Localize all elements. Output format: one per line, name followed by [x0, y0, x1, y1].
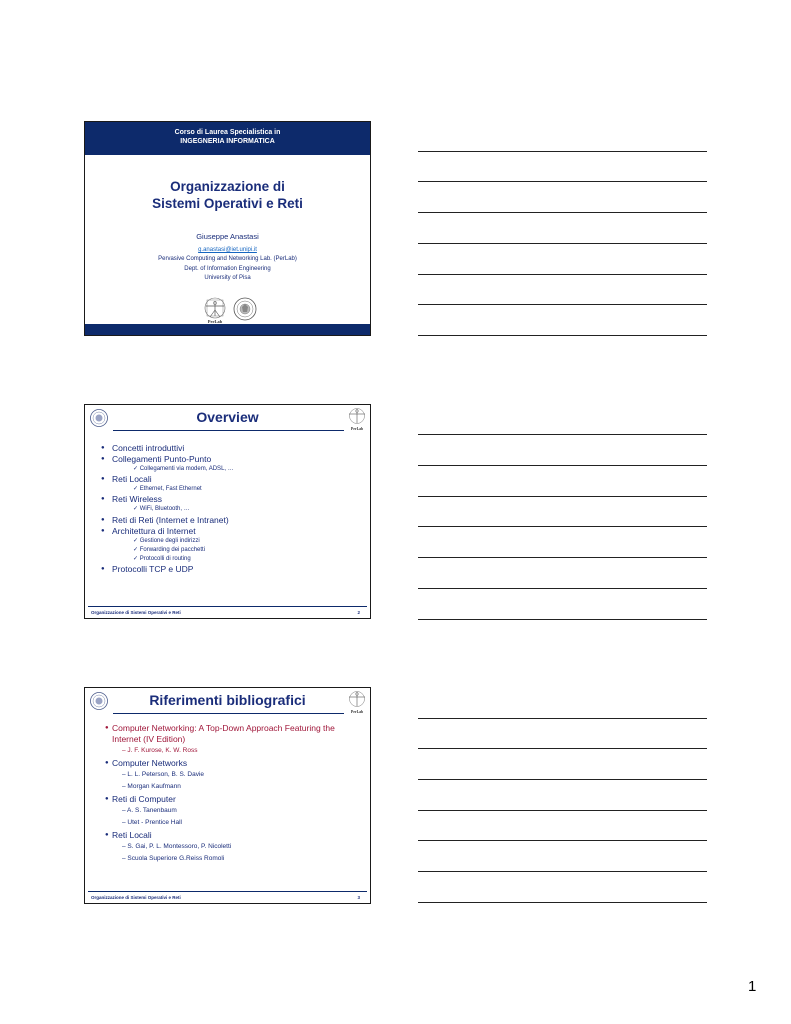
slide-footer: Organizzazione di Sistemi Operativi e Reti — [91, 610, 181, 615]
affiliation-lab: Pervasive Computing and Networking Lab. (PerLab) — [158, 256, 297, 263]
footer-bar — [85, 324, 370, 335]
slide-references — [84, 687, 371, 904]
affiliation-university: University of Pisa — [204, 274, 251, 281]
footer-divider — [88, 606, 367, 607]
note-line — [418, 335, 707, 336]
slide-main-title — [85, 178, 370, 212]
reference-item: ● Reti di Computer — [106, 794, 362, 805]
reference-item: ● Computer Networking: A Top-Down Approach Featuring the Internet (IV Edition) — [106, 723, 362, 745]
note-line — [418, 557, 707, 558]
list-item: ● Reti Wireless — [101, 494, 360, 505]
reference-item: ● Computer Networks — [106, 758, 362, 769]
title-divider — [113, 713, 344, 714]
sub-list-item: ✓ WiFi, Bluetooth, … — [133, 506, 190, 513]
sub-list-item: ✓ Protocolli di routing — [133, 556, 191, 563]
note-line — [418, 151, 707, 152]
list-item: ● Reti di Reti (Internet e Intranet) — [101, 515, 360, 526]
course-program: INGEGNERIA INFORMATICA — [180, 138, 275, 145]
slide-title: Riferimenti bibliografici — [149, 692, 306, 708]
note-line — [418, 619, 707, 620]
sheet-page-number: 1 — [748, 978, 757, 995]
note-line — [418, 496, 707, 497]
footer-divider — [88, 891, 367, 892]
sub-list-item: ✓ Gestione degli indirizzi — [133, 537, 200, 544]
sub-list-item: ✓ Forwarding dei pacchetti — [133, 546, 206, 553]
note-line — [418, 434, 707, 435]
note-line — [418, 181, 707, 182]
sub-list-item: ✓ Collegamenti via modem, ADSL, … — [133, 466, 234, 472]
list-item: ● Reti Locali — [101, 474, 360, 485]
slide-footer: Organizzazione di Sistemi Operativi e Reti — [91, 895, 181, 900]
title-line-2: Sistemi Operativi e Reti — [152, 196, 303, 211]
author-info — [85, 246, 370, 283]
sub-list-item: ✓ Ethernet, Fast Ethernet — [133, 486, 202, 493]
course-header — [85, 122, 370, 155]
reference-author: – L. L. Peterson, B. S. Davie — [122, 771, 205, 778]
reference-publisher: – Utet - Prentice Hall — [122, 819, 182, 826]
reference-author: – S. Gai, P. L. Montessoro, P. Nicoletti — [122, 843, 232, 850]
svg-text:PerLab: PerLab — [207, 319, 223, 324]
slide-title: Overview — [196, 409, 259, 425]
title-line-1: Organizzazione di — [170, 179, 285, 194]
note-line — [418, 810, 707, 811]
course-name: Corso di Laurea Specialistica in — [174, 129, 281, 136]
note-line — [418, 526, 707, 527]
title-divider — [113, 430, 344, 431]
reference-publisher: – Morgan Kaufmann — [122, 783, 181, 790]
list-item: ● Protocolli TCP e UDP — [101, 564, 360, 575]
perlab-logo-icon — [346, 407, 368, 431]
reference-list — [106, 722, 362, 865]
note-line — [418, 779, 707, 780]
svg-text:PerLab: PerLab — [350, 710, 364, 714]
reference-author: – A. S. Tanenbaum — [122, 807, 177, 814]
slide-overview — [84, 404, 371, 619]
logos — [201, 296, 261, 324]
note-line — [418, 871, 707, 872]
reference-author: – J. F. Kurose, K. W. Ross — [122, 747, 198, 754]
note-line — [418, 465, 707, 466]
note-line — [418, 274, 707, 275]
reference-item: ● Reti Locali — [106, 830, 362, 841]
affiliation-dept: Dept. of Information Engineering — [184, 265, 271, 272]
perlab-logo-icon — [201, 296, 261, 324]
reference-publisher: – Scuola Superiore G.Reiss Romoli — [122, 855, 225, 862]
note-line — [418, 243, 707, 244]
note-line — [418, 304, 707, 305]
overview-list — [101, 443, 360, 575]
perlab-logo-icon — [346, 690, 368, 714]
note-line — [418, 588, 707, 589]
note-line — [418, 840, 707, 841]
note-line — [418, 902, 707, 903]
note-line — [418, 718, 707, 719]
email-link[interactable]: g.anastasi@iet.unipi.it — [198, 247, 257, 253]
note-line — [418, 748, 707, 749]
slide-title-page — [84, 121, 371, 336]
author-name: Giuseppe Anastasi — [196, 232, 259, 241]
svg-text:PerLab: PerLab — [350, 427, 364, 431]
slide-page-number: 2 — [357, 610, 360, 615]
note-line — [418, 212, 707, 213]
list-item: ● Collegamenti Punto-Punto — [101, 454, 360, 465]
list-item: ● Architettura di Internet — [101, 526, 360, 537]
list-item: ● Concetti introduttivi — [101, 443, 360, 454]
slide-page-number: 3 — [357, 895, 360, 900]
